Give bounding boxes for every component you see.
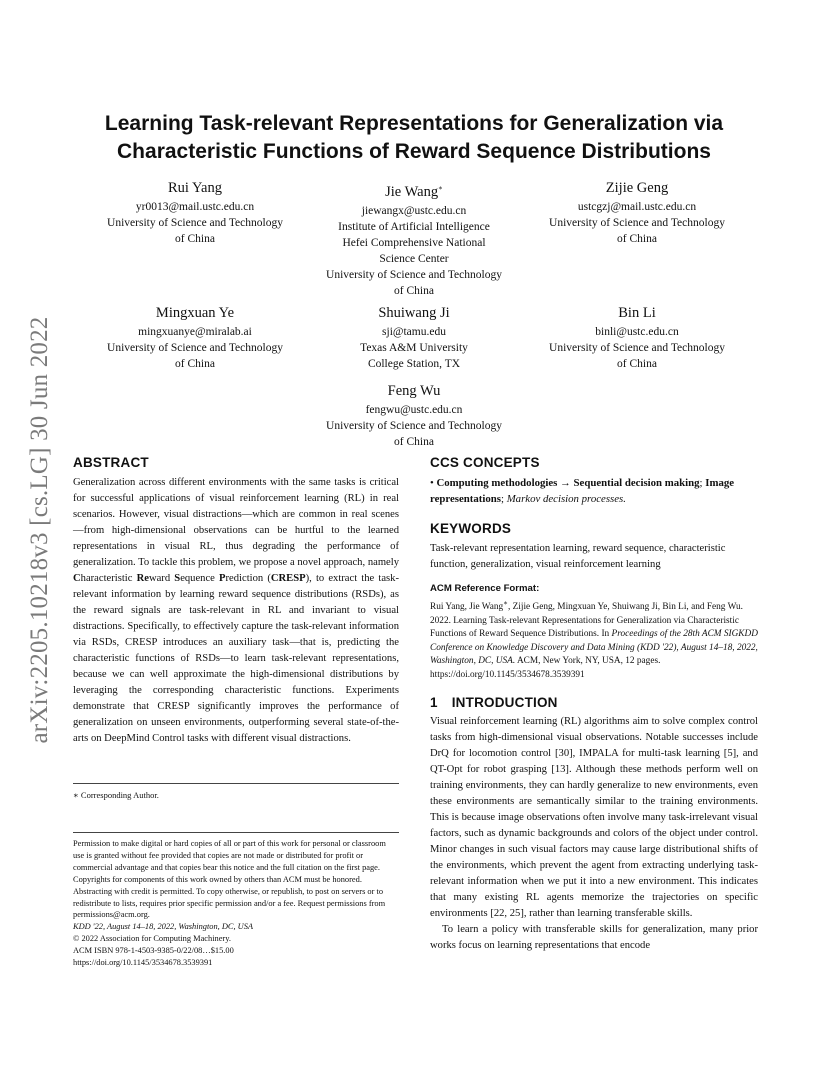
- permission-block: [73, 838, 399, 969]
- author-affiliation: Science Center: [379, 252, 449, 265]
- author-block: [304, 381, 524, 450]
- author-name: Shuiwang Ji: [378, 305, 450, 321]
- intro-paragraph: Visual reinforcement learning (RL) algorithms aim to solve complex control tasks from high-dimensional visual observations. Notable successes include DrQ for locomotion control [30], IMPALA for multi-task learning [5], and QT-Opt for robot grasping [13]. Although these methods perform well on training environments, they can hardly generalize to new environments, even these environments are semantically similar to the training environments. This is because image observations often involve many task-irrelevant visual factors, such as dynamic backgrounds and colors of the object under control. Minor changes in such visual factors may cause large distributional shifts of the environments, which prevent the agent from extracting underlying task-relevant information when we put it into a new environment. This indicates that many existing RL agents memorize the trajectories on specific environments [22, 25], rather than learning transferable skills.: [430, 715, 758, 919]
- footnote-rule: [73, 783, 399, 784]
- author-affiliation: of China: [394, 284, 434, 297]
- author-block: [85, 178, 305, 247]
- author-affiliation: University of Science and Technology: [107, 342, 283, 354]
- introduction-heading: 1 INTRODUCTION: [430, 694, 558, 710]
- conference-line: KDD '22, August 14–18, 2022, Washington, DC, USA: [73, 922, 254, 932]
- acm-reference: Rui Yang, Jie Wang∗, Zijie Geng, Mingxuan Ye, Shuiwang Ji, Bin Li, and Feng Wu. 2022. Learning Task-relevant Representations for Generalization via Characteristic Functions of Reward Sequence Distributions. In Proceedings of the 28th ACM SIGKDD Conference on Knowledge Discovery and Data Mining (KDD '22), August 14–18, 2022, Washington, DC, USA. ACM, New York, NY, USA, 12 pages. https://doi.org/10.1145/3534678.3539391: [430, 599, 758, 681]
- author-affiliation: University of Science and Technology: [549, 342, 725, 354]
- author-email: jiewangx@ustc.edu.cn: [361, 204, 467, 217]
- author-name: Mingxuan Ye: [155, 305, 235, 321]
- author-affiliation: University of Science and Technology: [549, 217, 725, 229]
- right-column: [430, 455, 758, 954]
- author-name: Zijie Geng: [605, 180, 669, 196]
- permission-rule: [73, 832, 399, 833]
- corresponding-mark: ∗: [438, 184, 443, 192]
- author-email: ustcgzj@mail.ustc.edu.cn: [577, 201, 697, 213]
- keywords-text: Task-relevant representation learning, reward sequence, characteristic function, generalization, visual reinforcement learning: [430, 543, 726, 570]
- author-affiliation: Texas A&M University: [360, 342, 468, 354]
- permission-notice: Permission to make digital or hard copies of all or part of this work for personal or classroom use is granted without fee provided that copies are not made or distributed for profit or commercial advantage and that copies bear this notice and the full citation on the first page. Copyrights for components of this work owned by others than ACM must be honored. Abstracting with credit is permitted. To copy otherwise, or republish, to post on servers or to redistribute to lists, requires prior specific permission and/or a fee. Request permissions from permissions@acm.org.: [73, 839, 386, 920]
- author-affiliation: Hefei Comprehensive National: [342, 236, 486, 249]
- author-affiliation: of China: [617, 233, 657, 245]
- author-email: sji@tamu.edu: [382, 326, 446, 338]
- footnote: ∗ Corresponding Author.: [73, 790, 159, 800]
- author-block: [304, 303, 524, 372]
- abstract-text: Generalization across different environments with the same tasks is critical for successful applications of visual reinforcement learning (RL) in real scenarios. However, visual distractions—which are common in real scenes—from high-dimensional observations can be hurtful to the learned representations in visual RL, thus degrading the performance of generalization. To tackle this problem, we propose a novel approach, namely Characteristic Reward Sequence Prediction (CRESP), to extract the task-relevant information by learning reward sequence distributions (RSDs), as the reward signals are task-relevant in RL and invariant to visual distractions. Specifically, to effectively capture the task-relevant information via RSDs, CRESP introduces an auxiliary task—that is, predicting the characteristic functions of RSDs—to learn task-relevant representations, because we can well approximate the high-dimensional distributions by leveraging the corresponding characteristic functions. Experiments demonstrate that CRESP significantly improves the performance of generalization on unseen environments, outperforming several state-of-the-arts on DeepMind Control tasks with different visual distractions.: [73, 477, 399, 744]
- author-name: Rui Yang: [168, 180, 222, 196]
- author-block: [527, 303, 747, 372]
- author-block: [85, 303, 305, 372]
- author-name: Jie Wang: [385, 183, 439, 200]
- paper-title: Learning Task-relevant Representations for Generalization via Characteristic Functions of Reward Sequence Distributions: [104, 112, 724, 163]
- author-name: Bin Li: [618, 305, 656, 321]
- author-affiliation: of China: [394, 436, 434, 448]
- author-email: fengwu@ustc.edu.cn: [365, 404, 463, 416]
- author-block: [304, 178, 524, 299]
- author-affiliation: of China: [175, 233, 215, 245]
- author-email: yr0013@mail.ustc.edu.cn: [135, 201, 255, 213]
- author-block: [527, 178, 747, 247]
- left-column: [73, 455, 399, 747]
- arxiv-stamp: arXiv:2205.10218v3 [cs.LG] 30 Jun 2022: [26, 316, 53, 744]
- author-affiliation: College Station, TX: [367, 358, 461, 370]
- author-email: mingxuanye@miralab.ai: [138, 326, 252, 338]
- isbn-line: ACM ISBN 978-1-4503-9385-0/22/08…$15.00: [73, 946, 234, 956]
- ccs-concepts: • Computing methodologies → Sequential decision making; Image representations; Markov decision processes.: [430, 477, 735, 505]
- author-email: binli@ustc.edu.cn: [595, 326, 679, 338]
- keywords-heading: KEYWORDS: [430, 521, 512, 536]
- author-affiliation: University of Science and Technology: [326, 268, 502, 281]
- author-affiliation: Institute of Artificial Intelligence: [338, 220, 490, 233]
- doi-line: https://doi.org/10.1145/3534678.3539391: [73, 958, 213, 968]
- abstract-heading: ABSTRACT: [73, 455, 149, 470]
- author-affiliation: of China: [175, 358, 215, 370]
- author-affiliation: University of Science and Technology: [107, 217, 283, 229]
- author-affiliation: of China: [617, 358, 657, 370]
- author-affiliation: University of Science and Technology: [326, 420, 502, 432]
- copyright-line: © 2022 Association for Computing Machinery.: [73, 934, 231, 944]
- acm-reference-heading: ACM Reference Format:: [430, 583, 540, 594]
- author-name: Feng Wu: [387, 383, 441, 399]
- intro-paragraph: To learn a policy with transferable skills for generalization, many prior works focus on learning representations that encode: [430, 923, 758, 951]
- ccs-heading: CCS CONCEPTS: [430, 455, 540, 470]
